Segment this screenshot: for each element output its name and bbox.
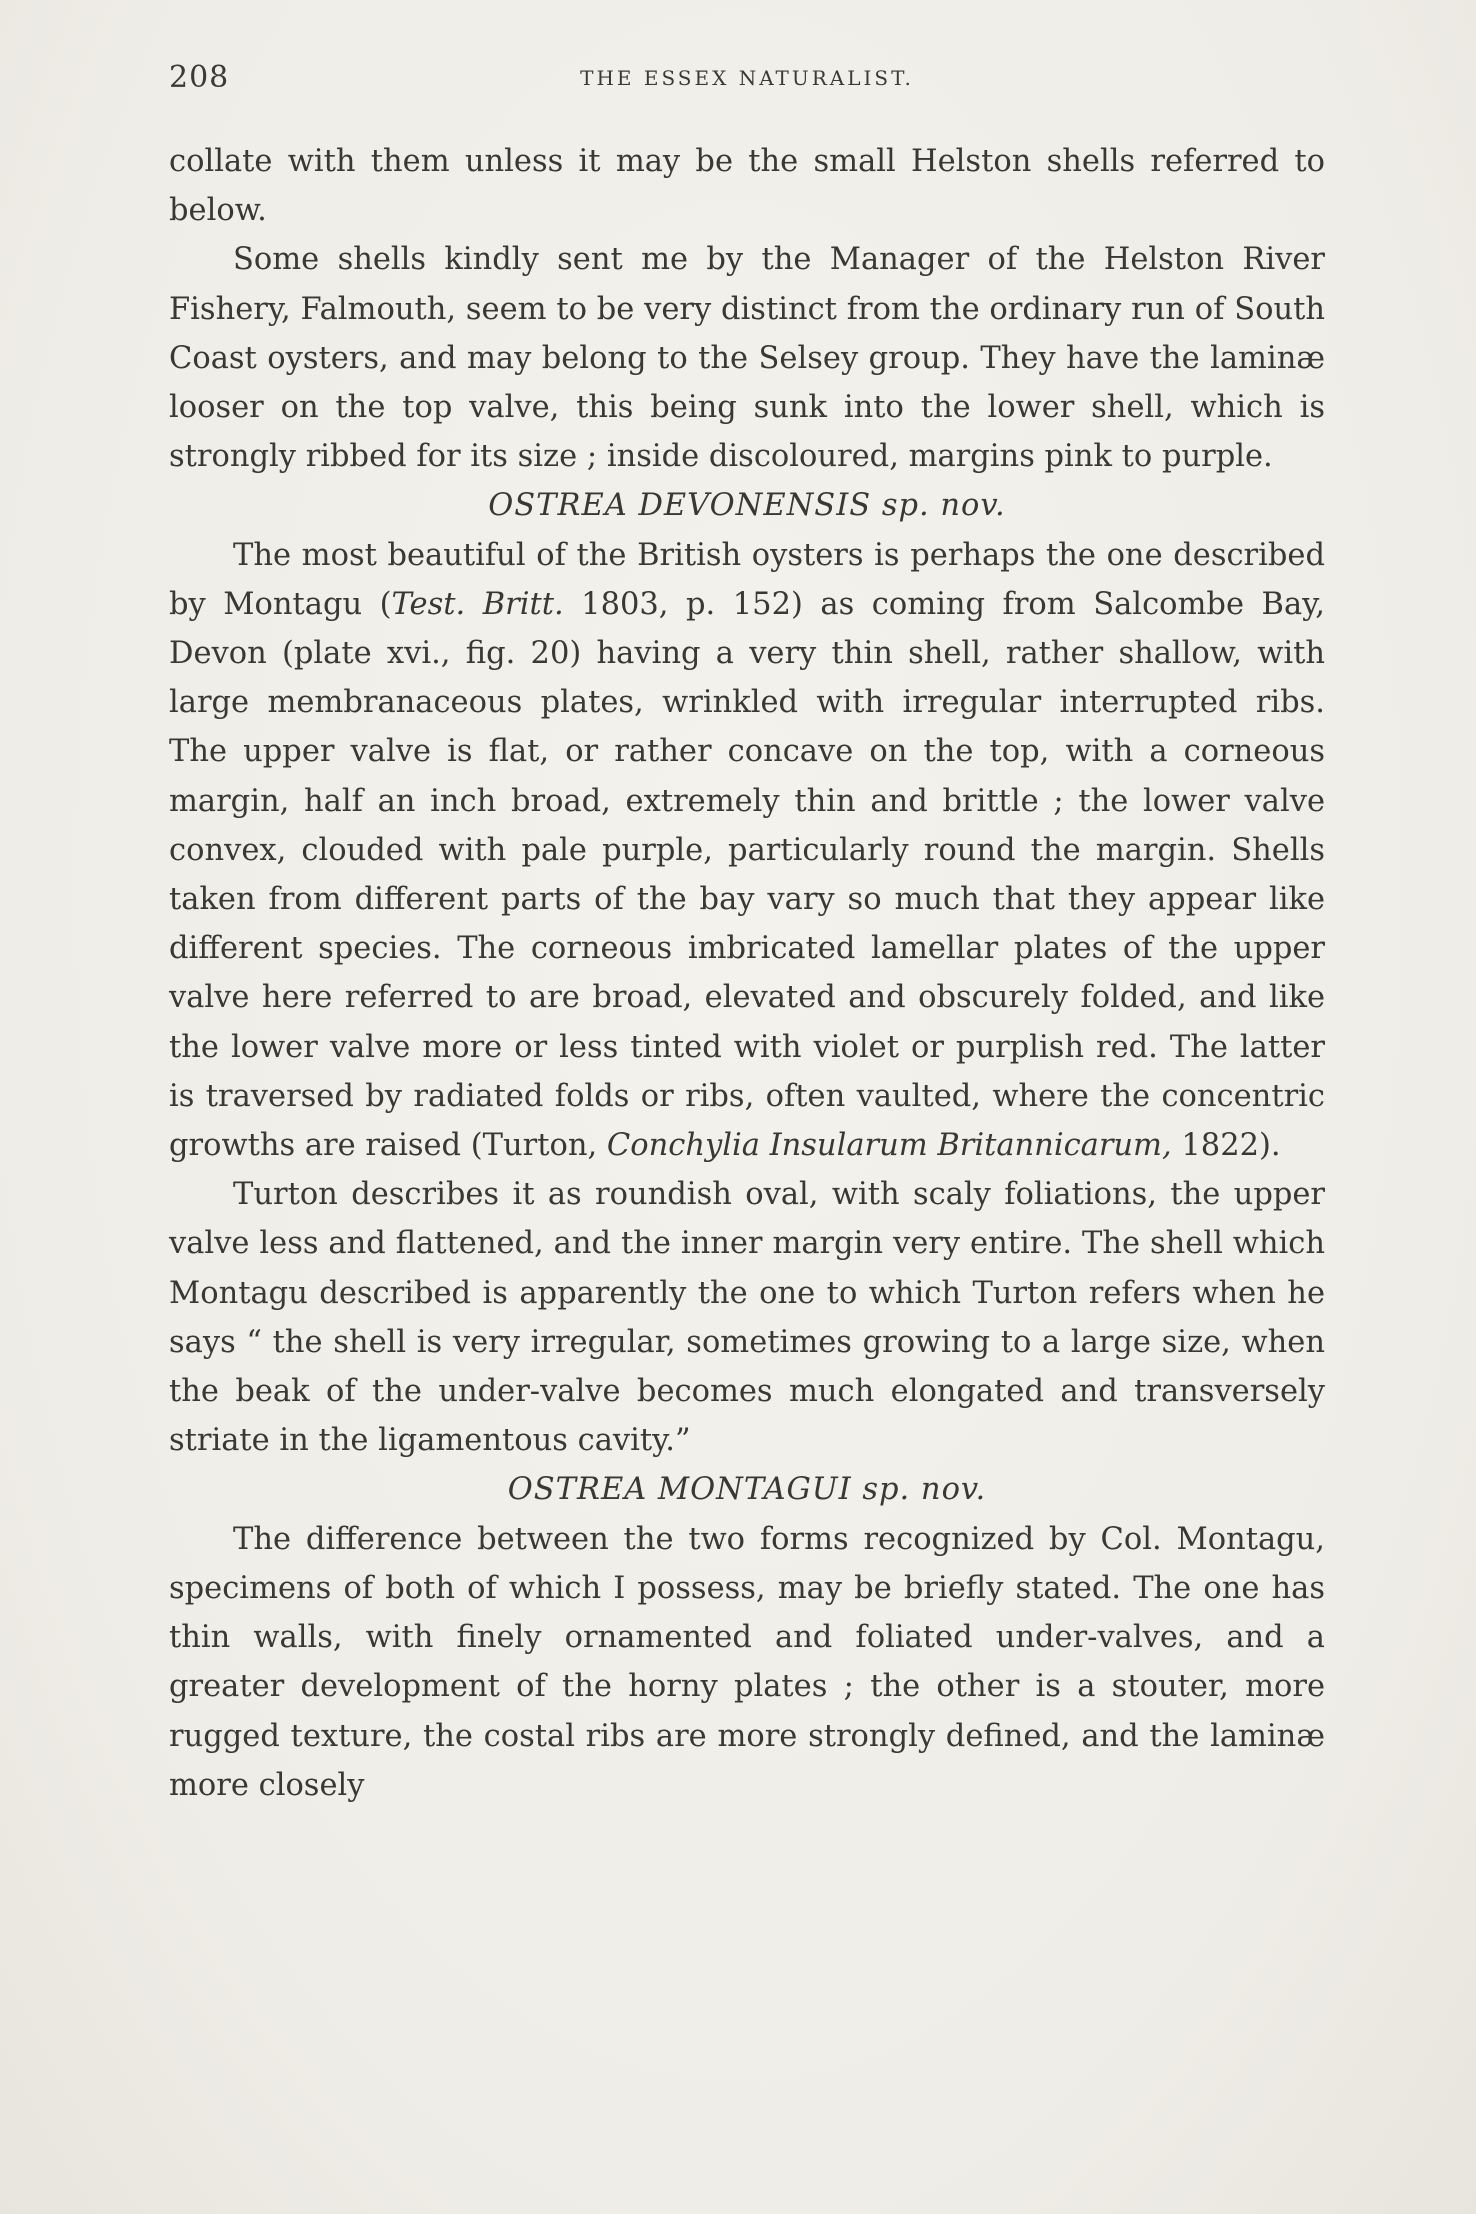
italic-citation: Test. Britt. [391,586,564,622]
page-header [169,60,1325,100]
body-text [169,137,1325,1810]
paragraph-helston-shells: Some shells kindly sent me by the Manager of the Helston River Fishery, Falmouth, seem to be very distinct from the ordinary run of South Coast oysters, and may belong to the Selsey group. They have the laminæ looser on the top valve, this being sunk into the lower shell, which is strongly ribbed for its size ; inside discoloured, margins pink to purple. [169,242,1325,475]
paragraph-text-segment: 1803, p. 152) as coming from Salcombe Bay, Devon (plate xvi., fig. 20) having a very thin shell, rather shallow, with large membranaceous plates, wrinkled with irregular interrupted ribs. The upper valve is flat, or rather concave on the top, with a corneous margin, half an inch broad, extremely thin and brittle ; the lower valve convex, clouded with pale purple, particularly round the margin. Shells taken from different parts of the bay vary so much that they appear like different species. The corneous imbricated lamellar plates of the upper valve here referred to are broad, elevated and obscurely folded, and like the lower valve more or less tinted with violet or purplish red. The latter is traversed by radiated folds or ribs, often vaulted, where the concentric growths are raised (Turton, [169,586,1325,1164]
section-heading-ostrea-montagui: OSTREA MONTAGUI sp. nov. [507,1472,987,1508]
paragraph-montagu-description [169,531,1325,1171]
paragraph-text-segment: 1822). [1171,1128,1281,1164]
section-heading-ostrea-devonensis: OSTREA DEVONENSIS sp. nov. [488,488,1006,524]
page-number: 208 [169,60,230,95]
running-head: THE ESSEX NATURALIST. [580,66,914,90]
paragraph-turton-description: Turton describes it as roundish oval, with scaly foliations, the upper valve less and flattened, and the inner margin very entire. The shell which Montagu described is apparently the one to which Turton refers when he says “ the shell is very irregular, sometimes growing to a large size, when the beak of the under-valve becomes much elongated and transversely striate in the ligamentous cavity.” [169,1177,1325,1459]
italic-citation: Conchylia Insularum Britannicarum, [606,1128,1172,1164]
paragraph-difference: The difference between the two forms recognized by Col. Montagu, specimens of both of which I possess, may be briefly stated. The one has thin walls, with finely ornamented and foliated under-valves, and a greater development of the horny plates ; the other is a stouter, more rugged texture, the costal ribs are more strongly defined, and the laminæ more closely [169,1521,1325,1803]
paragraph-text-segment: The most beautiful of the British oysters is perhaps the one described by Montagu ( [169,537,1325,622]
paragraph-continuation: collate with them unless it may be the small Helston shells referred to below. [169,144,1325,229]
